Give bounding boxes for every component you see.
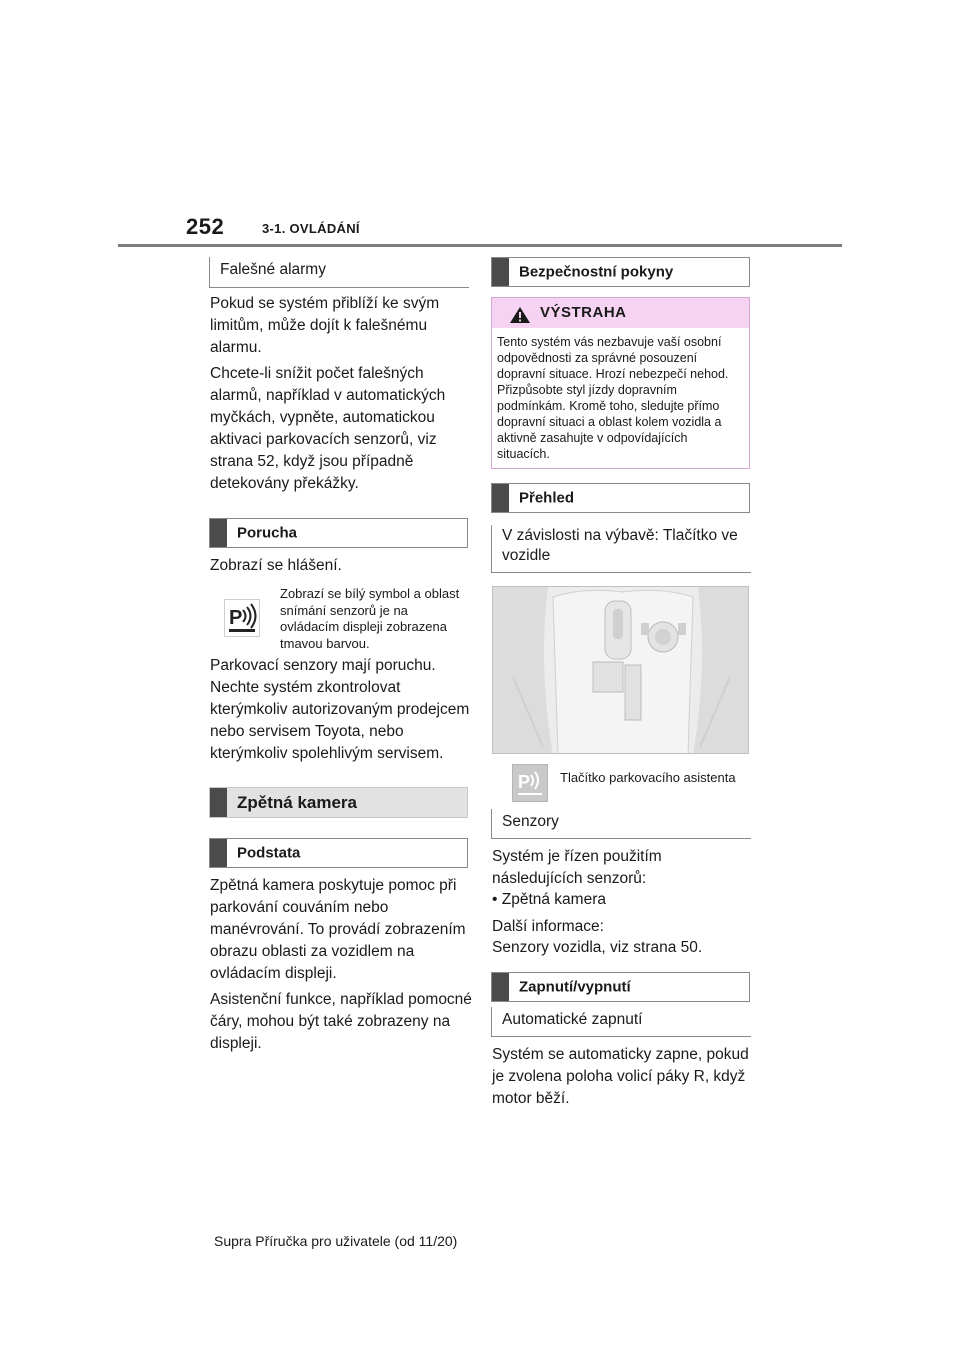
icon-caption: Zobrazí se bílý symbol a oblast snímání senzorů je na ovládacím displeji zobrazena tmavou barvou.: [280, 586, 460, 651]
paragraph: Další informace:: [492, 918, 604, 935]
heading-label: Podstata: [237, 844, 301, 862]
subheading-label: Automatické zapnutí: [502, 1011, 643, 1028]
chapter-title: 3-1. OVLÁDÁNÍ: [262, 221, 360, 236]
warning-triangle-icon: [509, 306, 531, 324]
subheading-underline: [492, 1036, 751, 1037]
heading-bar: [210, 788, 227, 817]
bullet-marker: •: [492, 891, 502, 908]
paragraph: Pokud se systém přiblíží ke svým limitům, může dojít k falešnému alarmu.: [210, 295, 440, 356]
console-photo: [492, 586, 749, 754]
heading-bar: [492, 973, 509, 1001]
heading-on-off: [491, 972, 750, 1002]
subheading-label: V závislosti na výbavě: Tlačítko ve vozidle: [502, 527, 738, 564]
paragraph: Zpětná kamera poskytuje pomoc při parkování couváním nebo manévrování. To provádí zobrazením obrazu oblasti za vozidlem na ovládacím displeji.: [210, 877, 466, 982]
heading-bar: [210, 519, 227, 547]
paragraph: Systém je řízen použitím následujících senzorů:: [492, 848, 662, 887]
subheading-sensors: [491, 809, 751, 839]
heading-label: Porucha: [237, 524, 298, 542]
svg-text:P: P: [518, 772, 531, 792]
header-rule: [118, 244, 842, 247]
parking-sensor-icon: [224, 599, 260, 637]
subheading-underline: [492, 838, 751, 839]
heading-bar: [492, 484, 509, 512]
paragraph: Parkovací senzory mají poruchu. Nechte systém zkontrolovat kterýmkoliv autorizovaným prodejcem nebo servisem Toyota, nebo kterýmkoliv spolehlivým servisem.: [210, 657, 470, 762]
paragraph: Senzory vozidla, viz strana 50.: [492, 939, 703, 956]
subheading-false-alarms: [209, 257, 469, 288]
paragraph: Chcete-li snížit počet falešných alarmů, například v automatických myčkách, vypněte, automatickou aktivaci parkovacích senzorů, viz strana 52, když jsou případně detekovány překážky.: [210, 365, 446, 492]
heading-label: Bezpečnostní pokyny: [519, 263, 674, 281]
heading-label: Zpětná kamera: [237, 792, 357, 812]
subheading-underline: [492, 572, 751, 573]
heading-bar: [492, 258, 509, 286]
svg-text:P: P: [229, 607, 243, 629]
heading-label: Přehled: [519, 489, 575, 507]
warning-title: VÝSTRAHA: [540, 304, 627, 321]
heading-overview: [491, 483, 750, 513]
heading-fault: [209, 518, 468, 548]
warning-text: Tento systém vás nezbavuje vaší osobní odpovědnosti za správné posouzení dopravní situace. Hrozí nebezpečí nehod. Přizpůsobte styl jízdy dopravním podmínkám. Kromě toho, sledujte přímo dopravní situaci a oblast kolem vozidla a aktivně zasahujte v odpovídajících situacích.: [497, 335, 729, 461]
warning-header: [492, 298, 749, 328]
button-caption: Tlačítko parkovacího asistenta: [560, 770, 736, 785]
subheading-underline: [210, 287, 469, 288]
paragraph: Asistenční funkce, například pomocné čáry, mohou být také zobrazeny na displeji.: [210, 991, 472, 1052]
footer-text: Supra Příručka pro uživatele (od 11/20): [214, 1233, 458, 1249]
bullet-text: Zpětná kamera: [501, 891, 606, 908]
park-assist-button-icon: [512, 764, 548, 802]
subheading-auto-on: [491, 1007, 751, 1037]
subheading-label: Falešné alarmy: [220, 261, 326, 278]
bullet-item: [492, 889, 606, 911]
paragraph: Systém se automaticky zapne, pokud je zvolena poloha volicí páky R, když motor běží.: [492, 1046, 749, 1107]
warning-box: [491, 297, 750, 469]
subheading-overview: [491, 525, 751, 573]
subheading-label: Senzory: [502, 813, 559, 830]
page-number: 252: [186, 214, 225, 239]
heading-safety: [491, 257, 750, 287]
paragraph: Zobrazí se hlášení.: [210, 557, 342, 574]
heading-principle: [209, 838, 468, 868]
heading-label: Zapnutí/vypnutí: [519, 978, 631, 996]
section-heading-rear-camera: [209, 787, 468, 818]
heading-bar: [210, 839, 227, 867]
